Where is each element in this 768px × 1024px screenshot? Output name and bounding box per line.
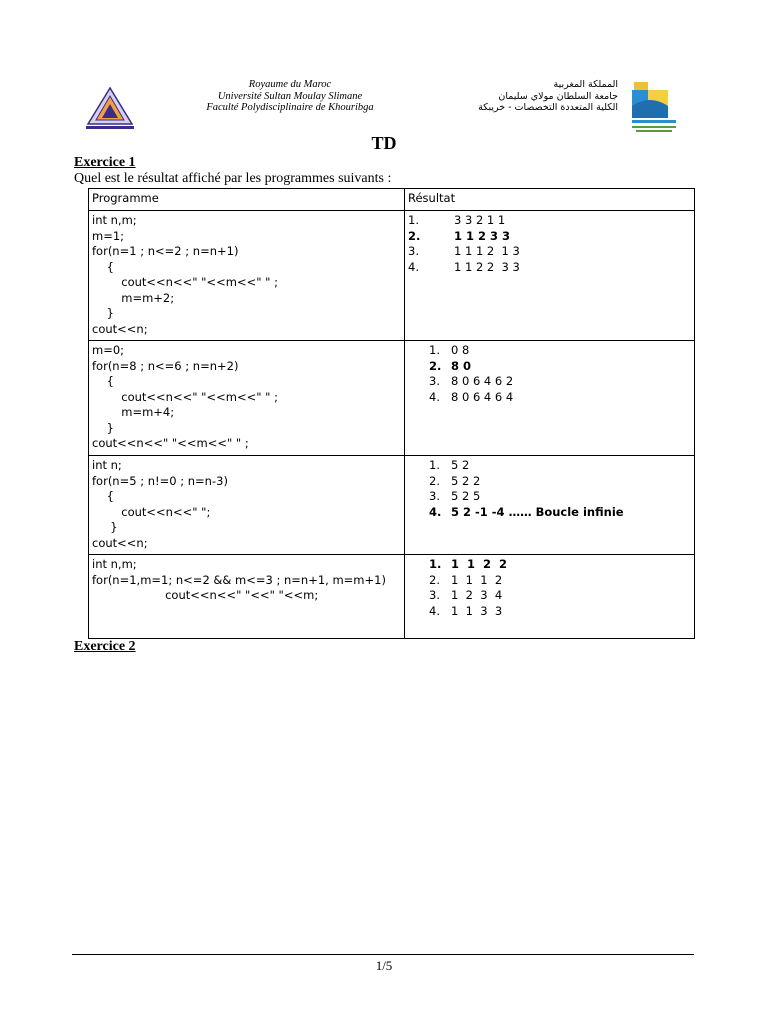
exercise1-table (88, 188, 695, 639)
answer-option (408, 260, 691, 276)
answer-option (429, 359, 691, 375)
option-number: 1. (429, 343, 440, 357)
option-number: 4. (408, 259, 419, 274)
option-number: 3. (408, 244, 419, 258)
option-number: 1. (408, 213, 419, 227)
exercise1-question: Quel est le résultat affiché par les programmes suivants : (74, 171, 392, 186)
option-number: 2. (429, 473, 440, 488)
header-french-text (190, 79, 390, 114)
option-text: 1 1 1 2 (451, 572, 503, 587)
code-line: cout<<n; (92, 321, 148, 336)
answer-option (408, 213, 691, 229)
answer-option (429, 343, 691, 359)
program-cell (89, 555, 405, 639)
option-number: 4. (429, 389, 440, 404)
option-text: 1 1 2 3 3 (454, 228, 511, 243)
code-line: cout<<n<<" "<<m<<" " ; (92, 436, 249, 450)
option-number: 2. (429, 572, 440, 587)
answer-option (429, 489, 691, 505)
option-text: 1 1 2 2 (451, 557, 508, 571)
university-logo-left (82, 84, 138, 132)
answer-option (429, 458, 691, 474)
answer-option (408, 244, 691, 260)
header-ar-line: المملكة المغربية (553, 79, 618, 90)
code-line: int n,m; (92, 213, 137, 227)
code-line: for(n=5 ; n!=0 ; n=n-3) (92, 473, 228, 488)
exercise1-title: Exercice 1 (74, 155, 136, 170)
exercise2-title: Exercice 2 (74, 639, 136, 654)
page-number: 1/5 (375, 958, 393, 973)
answer-option (429, 588, 691, 604)
header-ar-line: الكلية المتعددة التخصصات - خريبكة (478, 102, 618, 113)
code-line: } (92, 420, 114, 435)
table-row (89, 341, 695, 456)
option-text: 5 2 5 (451, 489, 481, 503)
code-line: { (92, 374, 114, 388)
header-fr-line: Faculté Polydisciplinaire de Khouribga (206, 102, 374, 113)
result-cell (405, 555, 695, 639)
option-number: 1. (429, 458, 440, 472)
option-text: 3 3 2 1 1 (454, 213, 506, 227)
document-title: TD (371, 133, 397, 153)
answer-option (429, 474, 691, 490)
option-text: 5 2 2 (451, 473, 481, 488)
option-text: 1 1 3 3 (451, 603, 503, 618)
code-line: for(n=8 ; n<=6 ; n=n+2) (92, 358, 239, 373)
answer-option (429, 390, 691, 406)
header-arabic-text (450, 79, 618, 114)
code-line: cout<<n<<" "<<m<<" " ; (92, 275, 278, 289)
code-line: } (92, 306, 114, 320)
result-cell (405, 211, 695, 341)
option-text: 0 8 (451, 343, 470, 357)
result-cell (405, 341, 695, 456)
answer-option (429, 374, 691, 390)
answer-option (429, 604, 691, 620)
code-line: cout<<n<<" "; (92, 504, 211, 519)
program-cell (89, 211, 405, 341)
option-number: 3. (429, 489, 440, 503)
program-cell (89, 456, 405, 555)
answer-option (429, 557, 691, 573)
option-text: 5 2 (451, 458, 470, 472)
answer-option (429, 573, 691, 589)
code-line: for(n=1 ; n<=2 ; n=n+1) (92, 244, 239, 258)
option-text: 5 2 -1 -4 …… Boucle infinie (451, 504, 624, 519)
table-header-row (89, 189, 695, 211)
document-header (78, 76, 690, 136)
option-number: 2. (429, 358, 442, 373)
code-line: int n,m; (92, 557, 137, 571)
code-line: m=1; (92, 228, 125, 243)
option-text: 8 0 6 4 6 2 (451, 374, 514, 388)
option-number: 4. (429, 603, 440, 618)
code-line: cout<<n; (92, 535, 148, 550)
table-row (89, 456, 695, 555)
code-line: { (92, 489, 114, 503)
code-line: m=m+4; (92, 405, 175, 419)
header-ar-line: جامعة السلطان مولاي سليمان (498, 90, 618, 102)
option-number: 4. (429, 504, 442, 519)
col-header-result: Résultat (405, 189, 695, 211)
program-cell (89, 341, 405, 456)
option-text: 8 0 6 4 6 4 (451, 389, 514, 404)
option-text: 1 1 2 2 3 3 (454, 259, 520, 274)
code-line: int n; (92, 458, 122, 472)
option-number: 3. (429, 588, 440, 602)
header-fr-line: Royaume du Maroc (248, 79, 332, 90)
code-line: for(n=1,m=1; n<=2 && m<=3 ; n=n+1, m=m+1) (92, 572, 386, 587)
code-line: cout<<n<<" "<<" "<<m; (92, 588, 319, 602)
code-line: { (92, 259, 114, 274)
code-line: cout<<n<<" "<<m<<" " ; (92, 389, 278, 404)
code-line: m=m+2; (92, 290, 175, 305)
option-number: 2. (408, 228, 421, 243)
code-line: m=0; (92, 343, 125, 357)
table-row (89, 211, 695, 341)
answer-option (429, 505, 691, 521)
option-text: 8 0 (451, 358, 472, 373)
faculty-logo-right (626, 80, 682, 136)
table-row (89, 555, 695, 639)
result-cell (405, 456, 695, 555)
option-text: 1 2 3 4 (451, 588, 503, 602)
option-number: 3. (429, 374, 440, 388)
header-fr-line: Université Sultan Moulay Slimane (217, 90, 363, 102)
answer-option (408, 229, 691, 245)
footer-divider (72, 954, 694, 955)
col-header-program: Programme (89, 189, 405, 211)
option-number: 1. (429, 557, 442, 571)
code-line: } (92, 520, 118, 534)
option-text: 1 1 1 2 1 3 (454, 244, 520, 258)
